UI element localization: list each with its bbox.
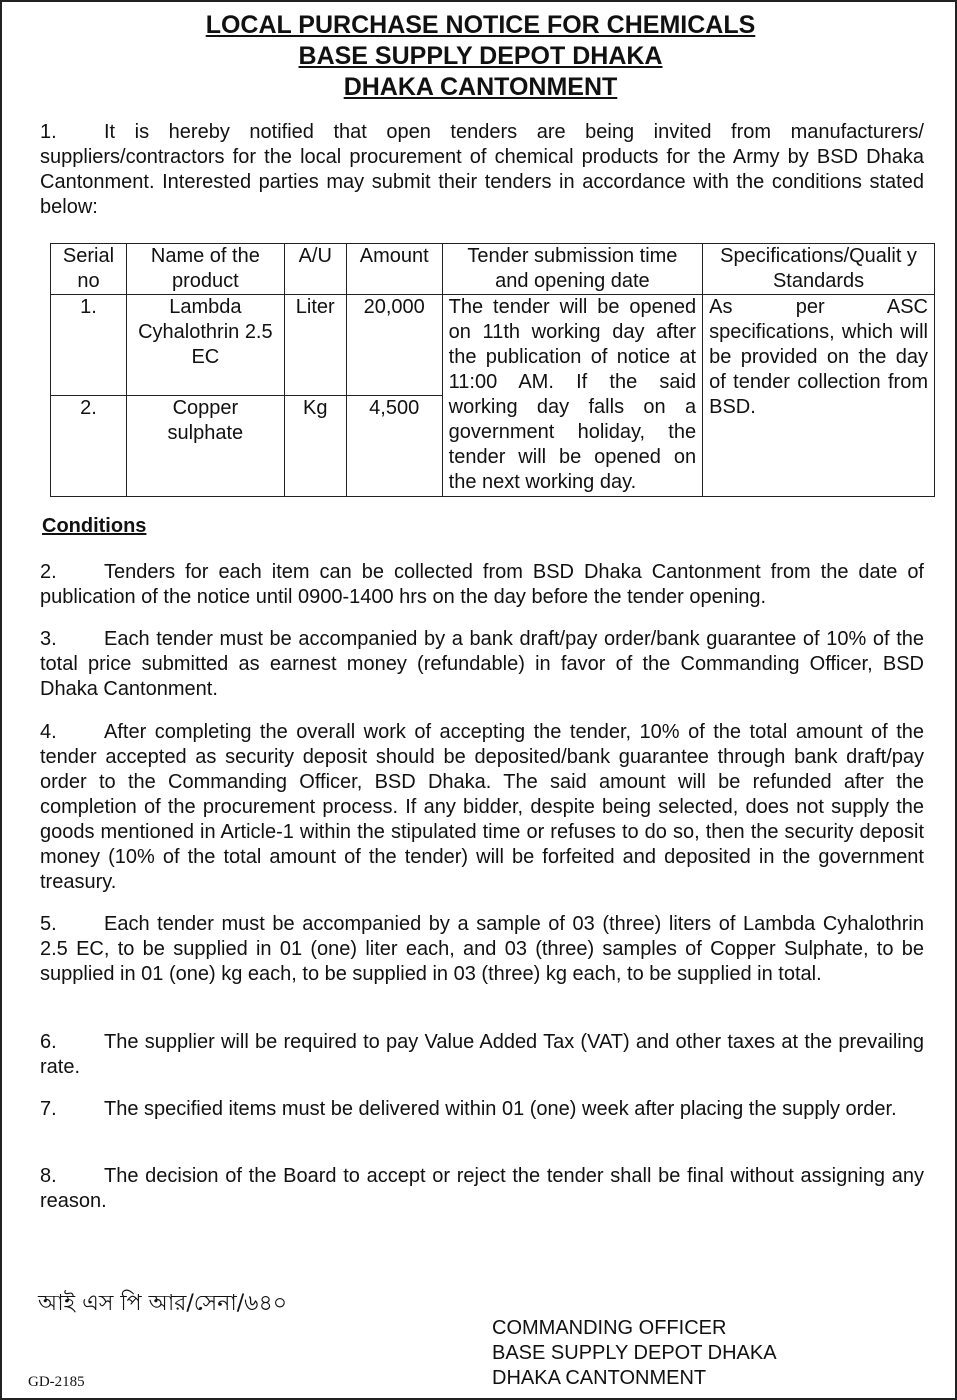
condition-text: The specified items must be delivered within 01 (one) week after placing the supply order. <box>104 1098 897 1120</box>
amount-cell: 4,500 <box>346 396 442 497</box>
notice-title: LOCAL PURCHASE NOTICE FOR CHEMICALS <box>205 11 756 39</box>
paragraph-1 <box>40 120 924 220</box>
col-unit: A/U <box>284 244 346 295</box>
condition-number: 8. <box>40 1165 57 1187</box>
serial-cell: 2. <box>51 396 127 497</box>
col-serial: Serial no <box>51 244 127 295</box>
condition-2 <box>40 560 924 610</box>
condition-6 <box>40 1030 924 1080</box>
table-row <box>51 295 935 396</box>
condition-text: The decision of the Board to accept or reject the tender shall be final without assigning any reason. <box>40 1165 924 1212</box>
condition-3 <box>40 627 924 702</box>
condition-7 <box>40 1097 924 1122</box>
depot-name: BASE SUPPLY DEPOT DHAKA <box>298 42 663 70</box>
condition-number: 2. <box>40 561 57 583</box>
col-tender-time: Tender submission time and opening date <box>442 244 702 295</box>
condition-text: The supplier will be required to pay Value Added Tax (VAT) and other taxes at the prevailing rate. <box>40 1031 924 1078</box>
col-amount: Amount <box>346 244 442 295</box>
condition-text: Each tender must be accompanied by a sample of 03 (three) liters of Lambda Cyhalothrin 2.5 EC, to be supplied in 01 (one) liter each, and 03 (three) samples of Copper Sulphate, to be supplied in 01 (one) kg each, to be supplied in 03 (three) kg each, to be supplied in total. <box>40 913 924 985</box>
condition-text: Each tender must be accompanied by a bank draft/pay order/bank guarantee of 10% of the total price submitted as earnest money (refundable) in favor of the Commanding Officer, BSD Dhaka Cantonment. <box>40 628 924 700</box>
condition-4 <box>40 720 924 895</box>
condition-text: Tenders for each item can be collected from BSD Dhaka Cantonment from the date of publication of the notice until 0900-1400 hrs on the day before the tender opening. <box>40 561 924 608</box>
col-specifications: Specifications/Qualit y Standards <box>703 244 935 295</box>
unit-cell: Liter <box>284 295 346 396</box>
condition-5 <box>40 912 924 987</box>
product-cell: Copper sulphate <box>126 396 284 497</box>
condition-8 <box>40 1164 924 1214</box>
amount-cell: 20,000 <box>346 295 442 396</box>
reference-number: আই এস পি আর/সেনা/৬৪০ <box>38 1291 288 1316</box>
serial-cell: 1. <box>51 295 127 396</box>
conditions-heading: Conditions <box>42 515 147 537</box>
condition-number: 5. <box>40 913 57 935</box>
footer-code: GD-2185 <box>28 1374 85 1390</box>
signature-block <box>492 1316 777 1391</box>
condition-number: 7. <box>40 1098 57 1120</box>
condition-number: 6. <box>40 1031 57 1053</box>
condition-number: 3. <box>40 628 57 650</box>
tender-time-cell: The tender will be opened on 11th working day after the publication of notice at 11:00 AM. If the said working day falls on a government holiday, the tender will be opened on the next working day. <box>442 295 702 497</box>
signatory-title: COMMANDING OFFICER <box>492 1317 727 1339</box>
condition-text: After completing the overall work of accepting the tender, 10% of the total amount of the tender accepted as security deposit should be deposited/bank guarantee through bank draft/pay order to the Commanding Officer, BSD Dhaka. The said amount will be refunded after the completion of the procurement process. If any bidder, despite being selected, does not supply the goods mentioned in Article-1 within the stipulated time or refuses to do so, then the security deposit money (10% of the total amount of the tender) will be forfeited and deposited in the government treasury. <box>40 721 924 893</box>
paragraph-text: It is hereby notified that open tenders are being invited from manufacturers/ suppliers/contractors for the local procurement of chemical products for the Army by BSD Dhaka Cantonment. Interested parties may submit their tenders in accordance with the conditions stated below: <box>40 121 924 218</box>
specifications-cell: As per ASC specifications, which will be provided on the day of tender collection from BSD. <box>703 295 935 497</box>
signatory-unit: BASE SUPPLY DEPOT DHAKA <box>492 1342 777 1364</box>
product-cell: Lambda Cyhalothrin 2.5 EC <box>126 295 284 396</box>
signatory-location: DHAKA CANTONMENT <box>492 1367 707 1389</box>
tender-table <box>50 243 935 497</box>
col-product: Name of the product <box>126 244 284 295</box>
table-header-row <box>51 244 935 295</box>
cantonment-name: DHAKA CANTONMENT <box>343 73 618 101</box>
unit-cell: Kg <box>284 396 346 497</box>
paragraph-number: 1. <box>40 121 57 143</box>
condition-number: 4. <box>40 721 57 743</box>
